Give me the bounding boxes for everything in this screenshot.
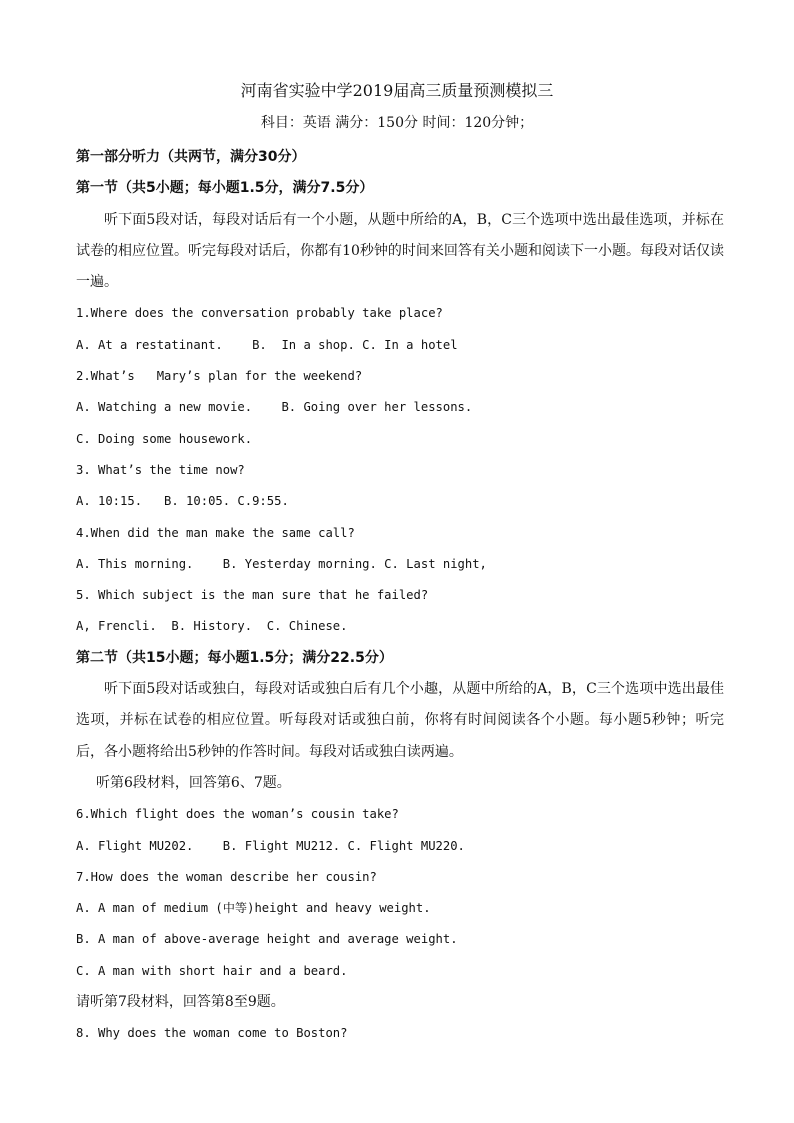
section-heading: 第一节（共5小题；每小题1.5分，满分7.5分） bbox=[76, 180, 374, 197]
question-7: 7.How does the woman describe her cousin? bbox=[76, 869, 377, 884]
question-4: 4.When did the man make the same call? bbox=[76, 525, 355, 540]
question-2-options: A. Watching a new movie. B. Going over her lessons. bbox=[76, 400, 473, 415]
question-7-option-b: B. A man of above-average height and average weight. bbox=[76, 932, 458, 947]
question-5-options: A, Frencli. B. History. C. Chinese. bbox=[76, 619, 348, 634]
exam-subtitle: 科目：英语 满分：150分 时间：120分钟； bbox=[260, 115, 534, 131]
question-1: 1.Where does the conversation probably take place? bbox=[76, 306, 443, 321]
question-2-option-c: C. Doing some housework. bbox=[76, 431, 253, 446]
question-7-option-c: C. A man with short hair and a beard. bbox=[76, 963, 348, 978]
question-3: 3. What’s the time now? bbox=[76, 462, 245, 477]
material-note: 听第6段材料，回答第6、7题。 bbox=[96, 774, 291, 791]
material-note: 请听第7段材料，回答第8至9题。 bbox=[76, 994, 285, 1011]
question-5: 5. Which subject is the man sure that he failed? bbox=[76, 588, 429, 603]
question-4-options: A. This morning. B. Yesterday morning. C. Last night, bbox=[76, 556, 487, 571]
question-7-option-a: A. A man of medium (中等)height and heavy weight. bbox=[76, 901, 431, 916]
question-6: 6.Which flight does the woman’s cousin take? bbox=[76, 807, 399, 822]
section-instructions: 听下面5段对话或独白，每段对话或独白后有几个小趣，从题中所给的A，B，C三个选项中选出最佳选项，并标在试卷的相应位置。听每段对话或独白前，你将有时间阅读各个小题。每小题5秒钟；听完后，各小题将给出5秒钟的作答时间。每段对话或独白读两遍。 bbox=[76, 681, 724, 760]
question-8: 8. Why does the woman come to Boston? bbox=[76, 1026, 348, 1041]
part-heading: 第一部分听力（共两节，满分30分） bbox=[76, 149, 306, 165]
question-1-options: A. At a restatinant. B. In a shop. C. In a hotel bbox=[76, 337, 458, 352]
exam-content bbox=[76, 142, 724, 1050]
question-2: 2.What’s Mary’s plan for the weekend? bbox=[76, 369, 363, 384]
question-6-options: A. Flight MU202. B. Flight MU212. C. Flight MU220. bbox=[76, 838, 465, 853]
question-3-options: A. 10:15. B. 10:05. C.9:55. bbox=[76, 494, 289, 509]
exam-title: 河南省实验中学2019届高三质量预测模拟三 bbox=[240, 81, 554, 100]
section-heading: 第二节（共15小题；每小题1.5分；满分22.5分） bbox=[76, 649, 393, 666]
section-instructions: 听下面5段对话，每段对话后有一个小题，从题中所给的A，B，C三个选项中选出最佳选项，并标在试卷的相应位置。听完每段对话后，你都有10秒钟的时间来回答有关小题和阅读下一小题。每段对话仅读一遍。 bbox=[76, 211, 724, 291]
